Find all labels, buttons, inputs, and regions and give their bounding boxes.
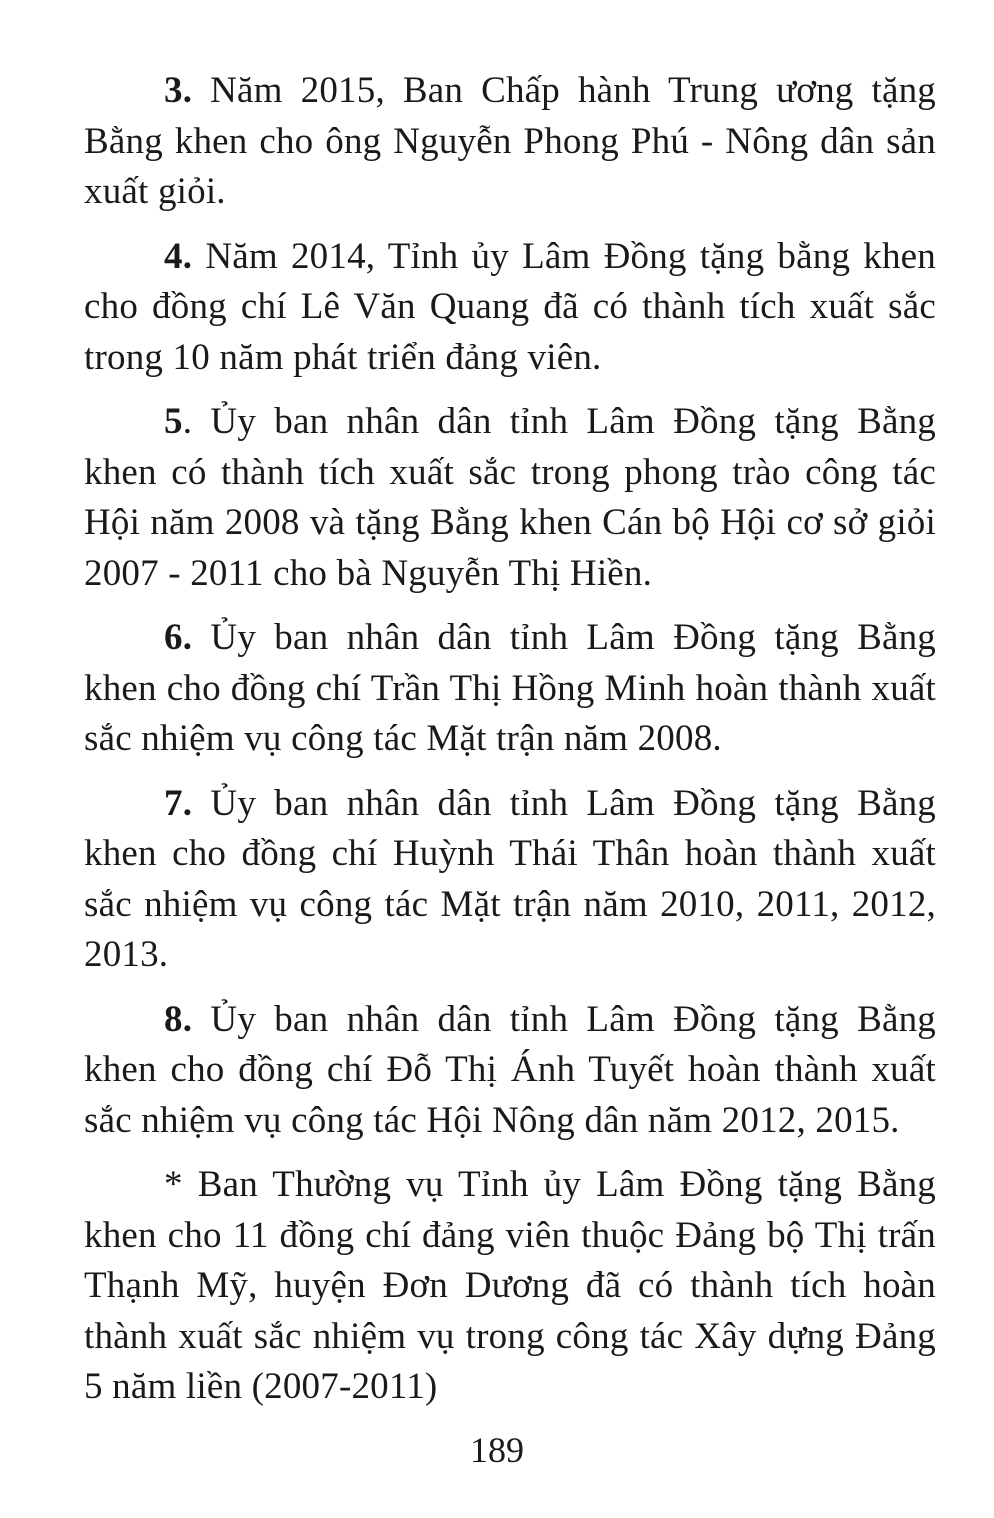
award-paragraph-5 [84,397,936,599]
award-paragraph-7 [84,779,936,981]
item-number: 7. [164,782,193,824]
award-paragraph-4 [84,232,936,384]
paragraph-text: Ủy ban nhân dân tỉnh Lâm Đồng tặng Bằng khen cho đồng chí Huỳnh Thái Thân hoàn thành xuất sắc nhiệm vụ công tác Mặt trận năm 2010, 2011, 2012, 2013. [84,782,936,975]
page-body [84,66,936,1427]
paragraph-text: . Ủy ban nhân dân tỉnh Lâm Đồng tặng Bằng khen có thành tích xuất sắc trong phong trào công tác Hội năm 2008 và tặng Bằng khen Cán bộ Hội cơ sở giỏi 2007 - 2011 cho bà Nguyễn Thị Hiền. [84,401,936,594]
paragraph-text: Ủy ban nhân dân tỉnh Lâm Đồng tặng Bằng khen cho đồng chí Đỗ Thị Ánh Tuyết hoàn thành xuất sắc nhiệm vụ công tác Hội Nông dân năm 2012, 2015. [84,998,936,1141]
note-text: * Ban Thường vụ Tỉnh ủy Lâm Đồng tặng Bằng khen cho 11 đồng chí đảng viên thuộc Đảng bộ Thị trấn Thạnh Mỹ, huyện Đơn Dương đã có thành tích hoàn thành xuất sắc nhiệm vụ trong công tác Xây dựng Đảng 5 năm liền (2007-2011) [84,1164,936,1407]
paragraph-text: Năm 2014, Tỉnh ủy Lâm Đồng tặng bằng khen cho đồng chí Lê Văn Quang đã có thành tích xuất sắc trong 10 năm phát triển đảng viên. [84,235,937,378]
item-number: 8. [164,998,193,1040]
page-number: 189 [470,1430,524,1470]
paragraph-text: Năm 2015, Ban Chấp hành Trung ương tặng Bằng khen cho ông Nguyễn Phong Phú - Nông dân sản xuất giỏi. [84,70,936,212]
award-paragraph-3 [84,66,936,218]
award-paragraph-8 [84,995,936,1147]
paragraph-text: Ủy ban nhân dân tỉnh Lâm Đồng tặng Bằng khen cho đồng chí Trần Thị Hồng Minh hoàn thành xuất sắc nhiệm vụ công tác Mặt trận năm 2008. [84,617,936,759]
item-number: 5 [164,401,183,442]
award-note [84,1160,936,1413]
item-number: 4. [164,235,193,277]
item-number: 6. [164,617,193,658]
item-number: 3. [164,70,193,111]
award-paragraph-6 [84,613,936,765]
